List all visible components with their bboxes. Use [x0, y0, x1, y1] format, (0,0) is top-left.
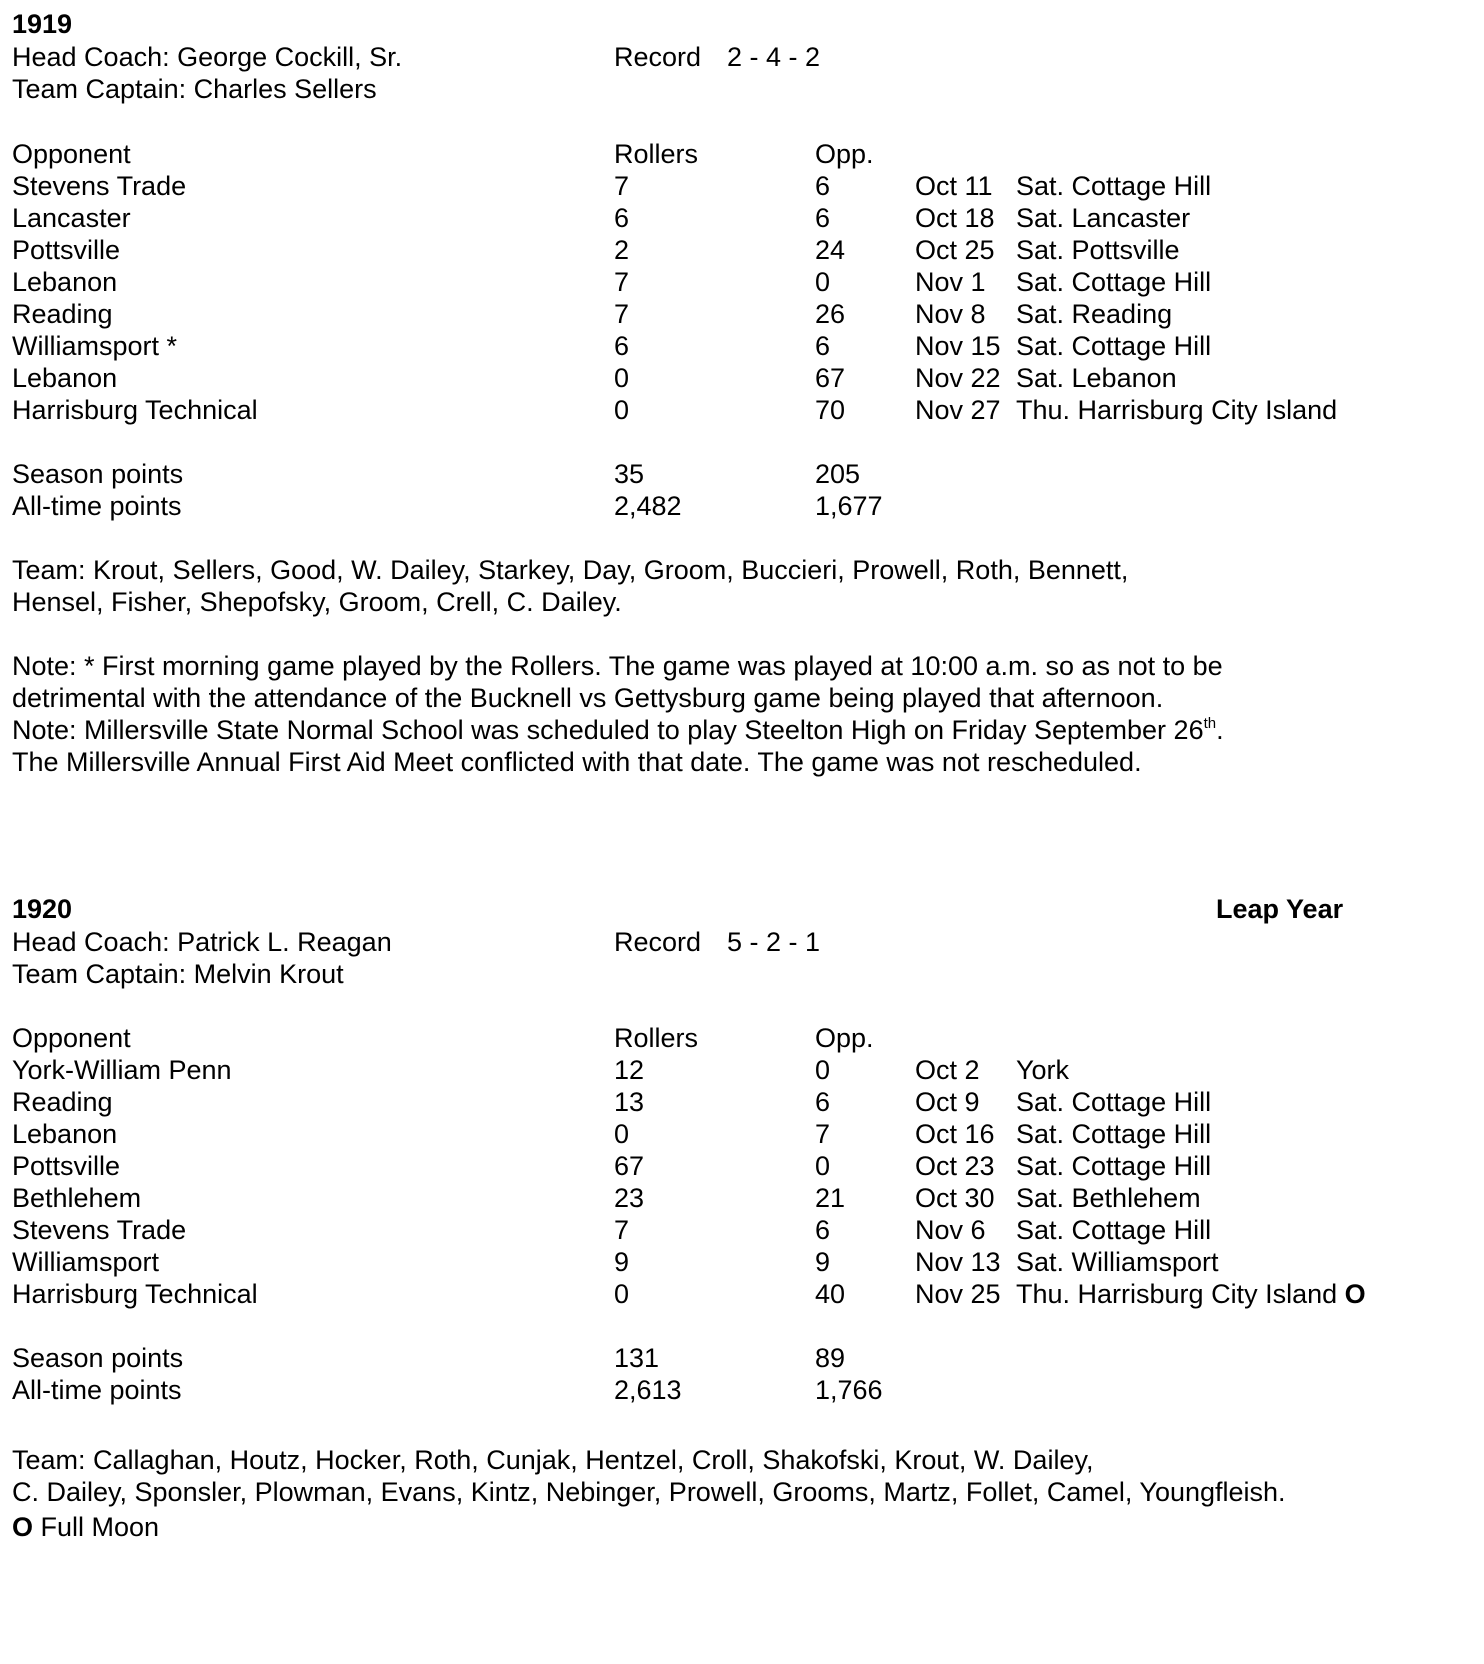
opponent-name: Reading [12, 299, 113, 329]
opp-score: 67 [815, 363, 846, 393]
opp-score: 6 [815, 171, 831, 201]
team-roster-line: Team: Callaghan, Houtz, Hocker, Roth, Cunjak, Hentzel, Croll, Shakofski, Krout, W. Dailey, [12, 1445, 1094, 1475]
season-points-rollers: 131 [614, 1343, 660, 1373]
alltime-points-opp: 1,677 [815, 491, 883, 521]
rollers-score: 0 [614, 363, 630, 393]
opponent-name: Williamsport * [12, 331, 178, 361]
game-location: Sat. Cottage Hill [1016, 331, 1212, 361]
rollers-score: 2 [614, 235, 630, 265]
year-heading: 1919 [12, 9, 73, 39]
game-location: Sat. Cottage Hill [1016, 1215, 1212, 1245]
game-date: Nov 8 [915, 299, 986, 329]
game-location: Sat. Pottsville [1016, 235, 1180, 265]
full-moon-legend [12, 1511, 159, 1543]
season-points-opp: 89 [815, 1343, 846, 1373]
alltime-points-label: All-time points [12, 1375, 182, 1405]
game-location: Sat. Lancaster [1016, 203, 1191, 233]
game-location: Sat. Cottage Hill [1016, 1087, 1212, 1117]
team-roster-line: Hensel, Fisher, Shepofsky, Groom, Crell, C. Dailey. [12, 587, 622, 617]
game-date: Oct 18 [915, 203, 995, 233]
game-date: Nov 25 [915, 1279, 1001, 1309]
rollers-score: 6 [614, 203, 630, 233]
opp-score: 9 [815, 1247, 831, 1277]
record-value: 2 - 4 - 2 [727, 42, 821, 72]
opponent-name: Lancaster [12, 203, 131, 233]
rollers-score: 0 [614, 1279, 630, 1309]
season-points-rollers: 35 [614, 459, 645, 489]
opponent-name: Harrisburg Technical [12, 395, 258, 425]
opp-score: 7 [815, 1119, 831, 1149]
game-location: Sat. Cottage Hill [1016, 267, 1212, 297]
note-line: detrimental with the attendance of the Bucknell vs Gettysburg game being played that afternoon. [12, 683, 1164, 713]
opponent-name: Stevens Trade [12, 1215, 187, 1245]
alltime-points-rollers: 2,482 [614, 491, 682, 521]
game-location: Thu. Harrisburg City Island [1016, 395, 1338, 425]
opp-score: 0 [815, 1055, 831, 1085]
game-date: Oct 30 [915, 1183, 995, 1213]
col-header-rollers: Rollers [614, 1023, 699, 1053]
rollers-score: 7 [614, 267, 630, 297]
opp-score: 24 [815, 235, 846, 265]
game-date: Nov 15 [915, 331, 1001, 361]
opponent-name: Williamsport [12, 1247, 160, 1277]
location-text: Thu. Harrisburg City Island [1016, 1279, 1338, 1309]
rollers-score: 7 [614, 1215, 630, 1245]
game-date: Oct 2 [915, 1055, 980, 1085]
note-line: Note: * First morning game played by the Rollers. The game was played at 10:00 a.m. so as not to be [12, 651, 1223, 681]
opp-score: 0 [815, 267, 831, 297]
legend-marker: O [12, 1512, 34, 1542]
record-value: 5 - 2 - 1 [727, 927, 821, 957]
rollers-score: 23 [614, 1183, 645, 1213]
alltime-points-label: All-time points [12, 491, 182, 521]
opp-score: 40 [815, 1279, 846, 1309]
game-location: Sat. Williamsport [1016, 1247, 1219, 1277]
ordinal-suffix: th [1203, 715, 1217, 732]
head-coach: Head Coach: George Cockill, Sr. [12, 42, 403, 72]
col-header-opp: Opp. [815, 139, 874, 169]
rollers-score: 67 [614, 1151, 645, 1181]
game-location: Sat. Cottage Hill [1016, 1151, 1212, 1181]
game-date: Oct 25 [915, 235, 995, 265]
opp-score: 70 [815, 395, 846, 425]
rollers-score: 6 [614, 331, 630, 361]
rollers-score: 13 [614, 1087, 645, 1117]
game-location: Sat. Cottage Hill [1016, 171, 1212, 201]
rollers-score: 7 [614, 299, 630, 329]
opp-score: 0 [815, 1151, 831, 1181]
legend-text: Full Moon [40, 1512, 160, 1542]
rollers-score: 0 [614, 1119, 630, 1149]
game-date: Nov 1 [915, 267, 986, 297]
rollers-score: 12 [614, 1055, 645, 1085]
opponent-name: Lebanon [12, 363, 118, 393]
game-location [1016, 1278, 1366, 1310]
opponent-name: Lebanon [12, 1119, 118, 1149]
team-roster-line: Team: Krout, Sellers, Good, W. Dailey, Starkey, Day, Groom, Buccieri, Prowell, Roth, Bennett, [12, 555, 1129, 585]
leap-year-label: Leap Year [1216, 894, 1344, 924]
record-label: Record [614, 42, 702, 72]
game-date: Oct 9 [915, 1087, 980, 1117]
col-header-opponent: Opponent [12, 139, 131, 169]
opponent-name: Bethlehem [12, 1183, 142, 1213]
head-coach: Head Coach: Patrick L. Reagan [12, 927, 392, 957]
opponent-name: Reading [12, 1087, 113, 1117]
team-roster-line: C. Dailey, Sponsler, Plowman, Evans, Kintz, Nebinger, Prowell, Grooms, Martz, Follet, Camel, Youngfleish. [12, 1477, 1286, 1507]
rollers-score: 7 [614, 171, 630, 201]
game-date: Oct 11 [915, 171, 993, 201]
game-location: Sat. Cottage Hill [1016, 1119, 1212, 1149]
note-line: The Millersville Annual First Aid Meet conflicted with that date. The game was not rescheduled. [12, 747, 1142, 777]
opp-score: 6 [815, 1215, 831, 1245]
opponent-name: Lebanon [12, 267, 118, 297]
season-points-opp: 205 [815, 459, 861, 489]
col-header-opp: Opp. [815, 1023, 874, 1053]
opponent-name: Pottsville [12, 1151, 121, 1181]
game-location: Sat. Bethlehem [1016, 1183, 1201, 1213]
col-header-opponent: Opponent [12, 1023, 131, 1053]
game-location: York [1016, 1055, 1070, 1085]
season-points-label: Season points [12, 1343, 184, 1373]
rollers-score: 0 [614, 395, 630, 425]
opp-score: 6 [815, 203, 831, 233]
game-location: Sat. Lebanon [1016, 363, 1177, 393]
record-label: Record [614, 927, 702, 957]
opp-score: 21 [815, 1183, 846, 1213]
opp-score: 26 [815, 299, 846, 329]
game-date: Nov 6 [915, 1215, 986, 1245]
opponent-name: York-William Penn [12, 1055, 232, 1085]
rollers-score: 9 [614, 1247, 630, 1277]
col-header-rollers: Rollers [614, 139, 699, 169]
game-date: Nov 27 [915, 395, 1001, 425]
team-captain: Team Captain: Charles Sellers [12, 74, 377, 104]
team-captain: Team Captain: Melvin Krout [12, 959, 344, 989]
opp-score: 6 [815, 331, 831, 361]
year-heading: 1920 [12, 894, 73, 924]
opponent-name: Stevens Trade [12, 171, 187, 201]
game-date: Oct 23 [915, 1151, 995, 1181]
note-line [12, 714, 1224, 746]
opp-score: 6 [815, 1087, 831, 1117]
season-points-label: Season points [12, 459, 184, 489]
note-text: Note: Millersville State Normal School was scheduled to play Steelton High on Friday September 26 [12, 715, 1204, 745]
opponent-name: Harrisburg Technical [12, 1279, 258, 1309]
game-date: Oct 16 [915, 1119, 995, 1149]
opponent-name: Pottsville [12, 235, 121, 265]
game-date: Nov 22 [915, 363, 1001, 393]
game-date: Nov 13 [915, 1247, 1001, 1277]
full-moon-marker: O [1344, 1279, 1366, 1309]
alltime-points-opp: 1,766 [815, 1375, 883, 1405]
alltime-points-rollers: 2,613 [614, 1375, 682, 1405]
note-period: . [1216, 715, 1224, 745]
game-location: Sat. Reading [1016, 299, 1173, 329]
